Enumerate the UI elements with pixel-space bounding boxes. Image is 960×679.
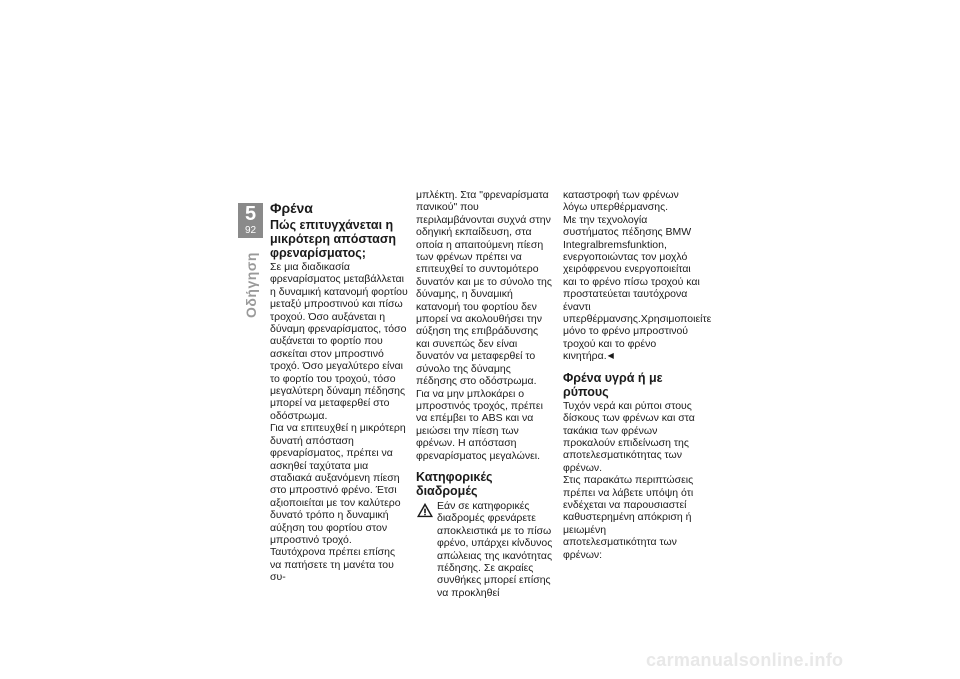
paragraph: Τυχόν νερά και ρύποι στους δίσκους των φρένων και στα τακάκια των φρένων προκαλούν επιδείνωση της αποτελεσματικότητας των φρένων.: [563, 399, 695, 474]
chapter-tab: [238, 203, 263, 238]
subheading-wet-brakes: Φρένα υγρά ή με ρύπους: [563, 370, 663, 399]
paragraph-text: Με την τεχνολογία συστήματος πέδησης BMW Integralbremsfunktion, ενεργοποιώντας τον μοχλό χειρόφρενου ενεργοποιείται και το φρένο πίσω τροχού και προστατεύεται ταυτόχρονα έναντι υπερθέρμανσης.Χρησιμοποιείτε μόνο το φρένο μπροστινού τροχού και το φρένο κινητήρα.: [563, 213, 712, 363]
end-marker-icon: ◀: [607, 351, 614, 361]
paragraph: μπλέκτη. Στα "φρεναρίσματα πανικού" που περιλαμβάνονται συχνά στην οδηγική εκπαίδευση, στα οποία η απαιτούμενη πίεση των φρένων πρέπει να επιτευχθεί το συντομότερο δυνατόν και με το σύνολο της δύναμης, η δυναμική κατανομή του φορτίου δεν μπορεί να ακολουθήσει την αύξηση της επιβράδυνσης και συνεπώς δεν είναι δυνατόν να μεταφερθεί το σύνολο της δύναμης πέδησης στο οδόστρωμα.: [416, 189, 552, 388]
paragraph: καταστροφή των φρένων λόγω υπερθέρμανσης.: [563, 189, 679, 214]
watermark: carmanualsonline.info: [646, 650, 844, 670]
paragraph: [563, 213, 712, 363]
chapter-label: Οδήγηση: [243, 252, 259, 318]
paragraph: Για να μην μπλοκάρει ο μπροστινός τροχός, πρέπει να επέμβει το ABS και να μειώσει την πίεση των φρένων. Η απόσταση φρεναρίσματος μεγαλώνει.: [416, 387, 543, 462]
text-column-3: [563, 189, 712, 561]
paragraph: Σε μια διαδικασία φρεναρίσματος μεταβάλλεται η δυναμική κατανομή φορτίου μεταξύ μπροστινού και πίσω τροχού. Όσο αυξάνεται η δύναμη φρεναρίσματος, τόσο αυξάνεται το φορτίο που ασκείται στον μπροστινό τροχό. Όσο μεγαλύτερο είναι το φορτίο του τροχού, τόσο μεγαλύτερη δύναμη πέδησης μπορεί να μεταφερθεί στο οδόστρωμα.: [270, 261, 408, 422]
section-title: Φρένα: [270, 200, 313, 216]
warning-block: [416, 500, 554, 599]
subheading-braking-distance: Πώς επιτυγχάνεται η μικρότερη απόσταση φρεναρίσματος;: [270, 218, 397, 260]
chapter-side-label: [243, 245, 259, 325]
text-column-2: [416, 189, 554, 599]
text-column-1: [270, 200, 408, 584]
paragraph: Στις παρακάτω περιπτώσεις πρέπει να λάβετε υπόψη ότι ενδέχεται να παρουσιαστεί καθυστερημένη απόκριση ή μειωμένη αποτελεσματικότητα των φρένων:: [563, 474, 694, 561]
warning-triangle-icon: [416, 502, 434, 518]
subheading-downhill: Κατηφορικές διαδρομές: [416, 469, 493, 498]
page-number: 92: [244, 225, 257, 236]
warning-text: Εάν σε κατηφορικές διαδρομές φρενάρετε αποκλειστικά με το πίσω φρένο, υπάρχει κίνδυνος απώλειας της ικανότητας πέδησης. Σε ακραίες συνθήκες μπορεί επίσης να προκληθεί: [437, 499, 553, 599]
paragraph: Για να επιτευχθεί η μικρότερη δυνατή απόσταση φρεναρίσματος, πρέπει να ασκηθεί ταχύτατα μια σταδιακά αυξανόμενη πίεση στο μπροστινό φρένο. Έτσι αξιοποιείται με τον καλύτερο δυνατό τρόπο η δυναμική αύξηση του φορτίου στον μπροστινό τροχό. Ταυτόχρονα πρέπει επίσης να πατήσετε τη μανέτα του συ-: [270, 422, 406, 584]
chapter-number: 5: [244, 203, 257, 225]
